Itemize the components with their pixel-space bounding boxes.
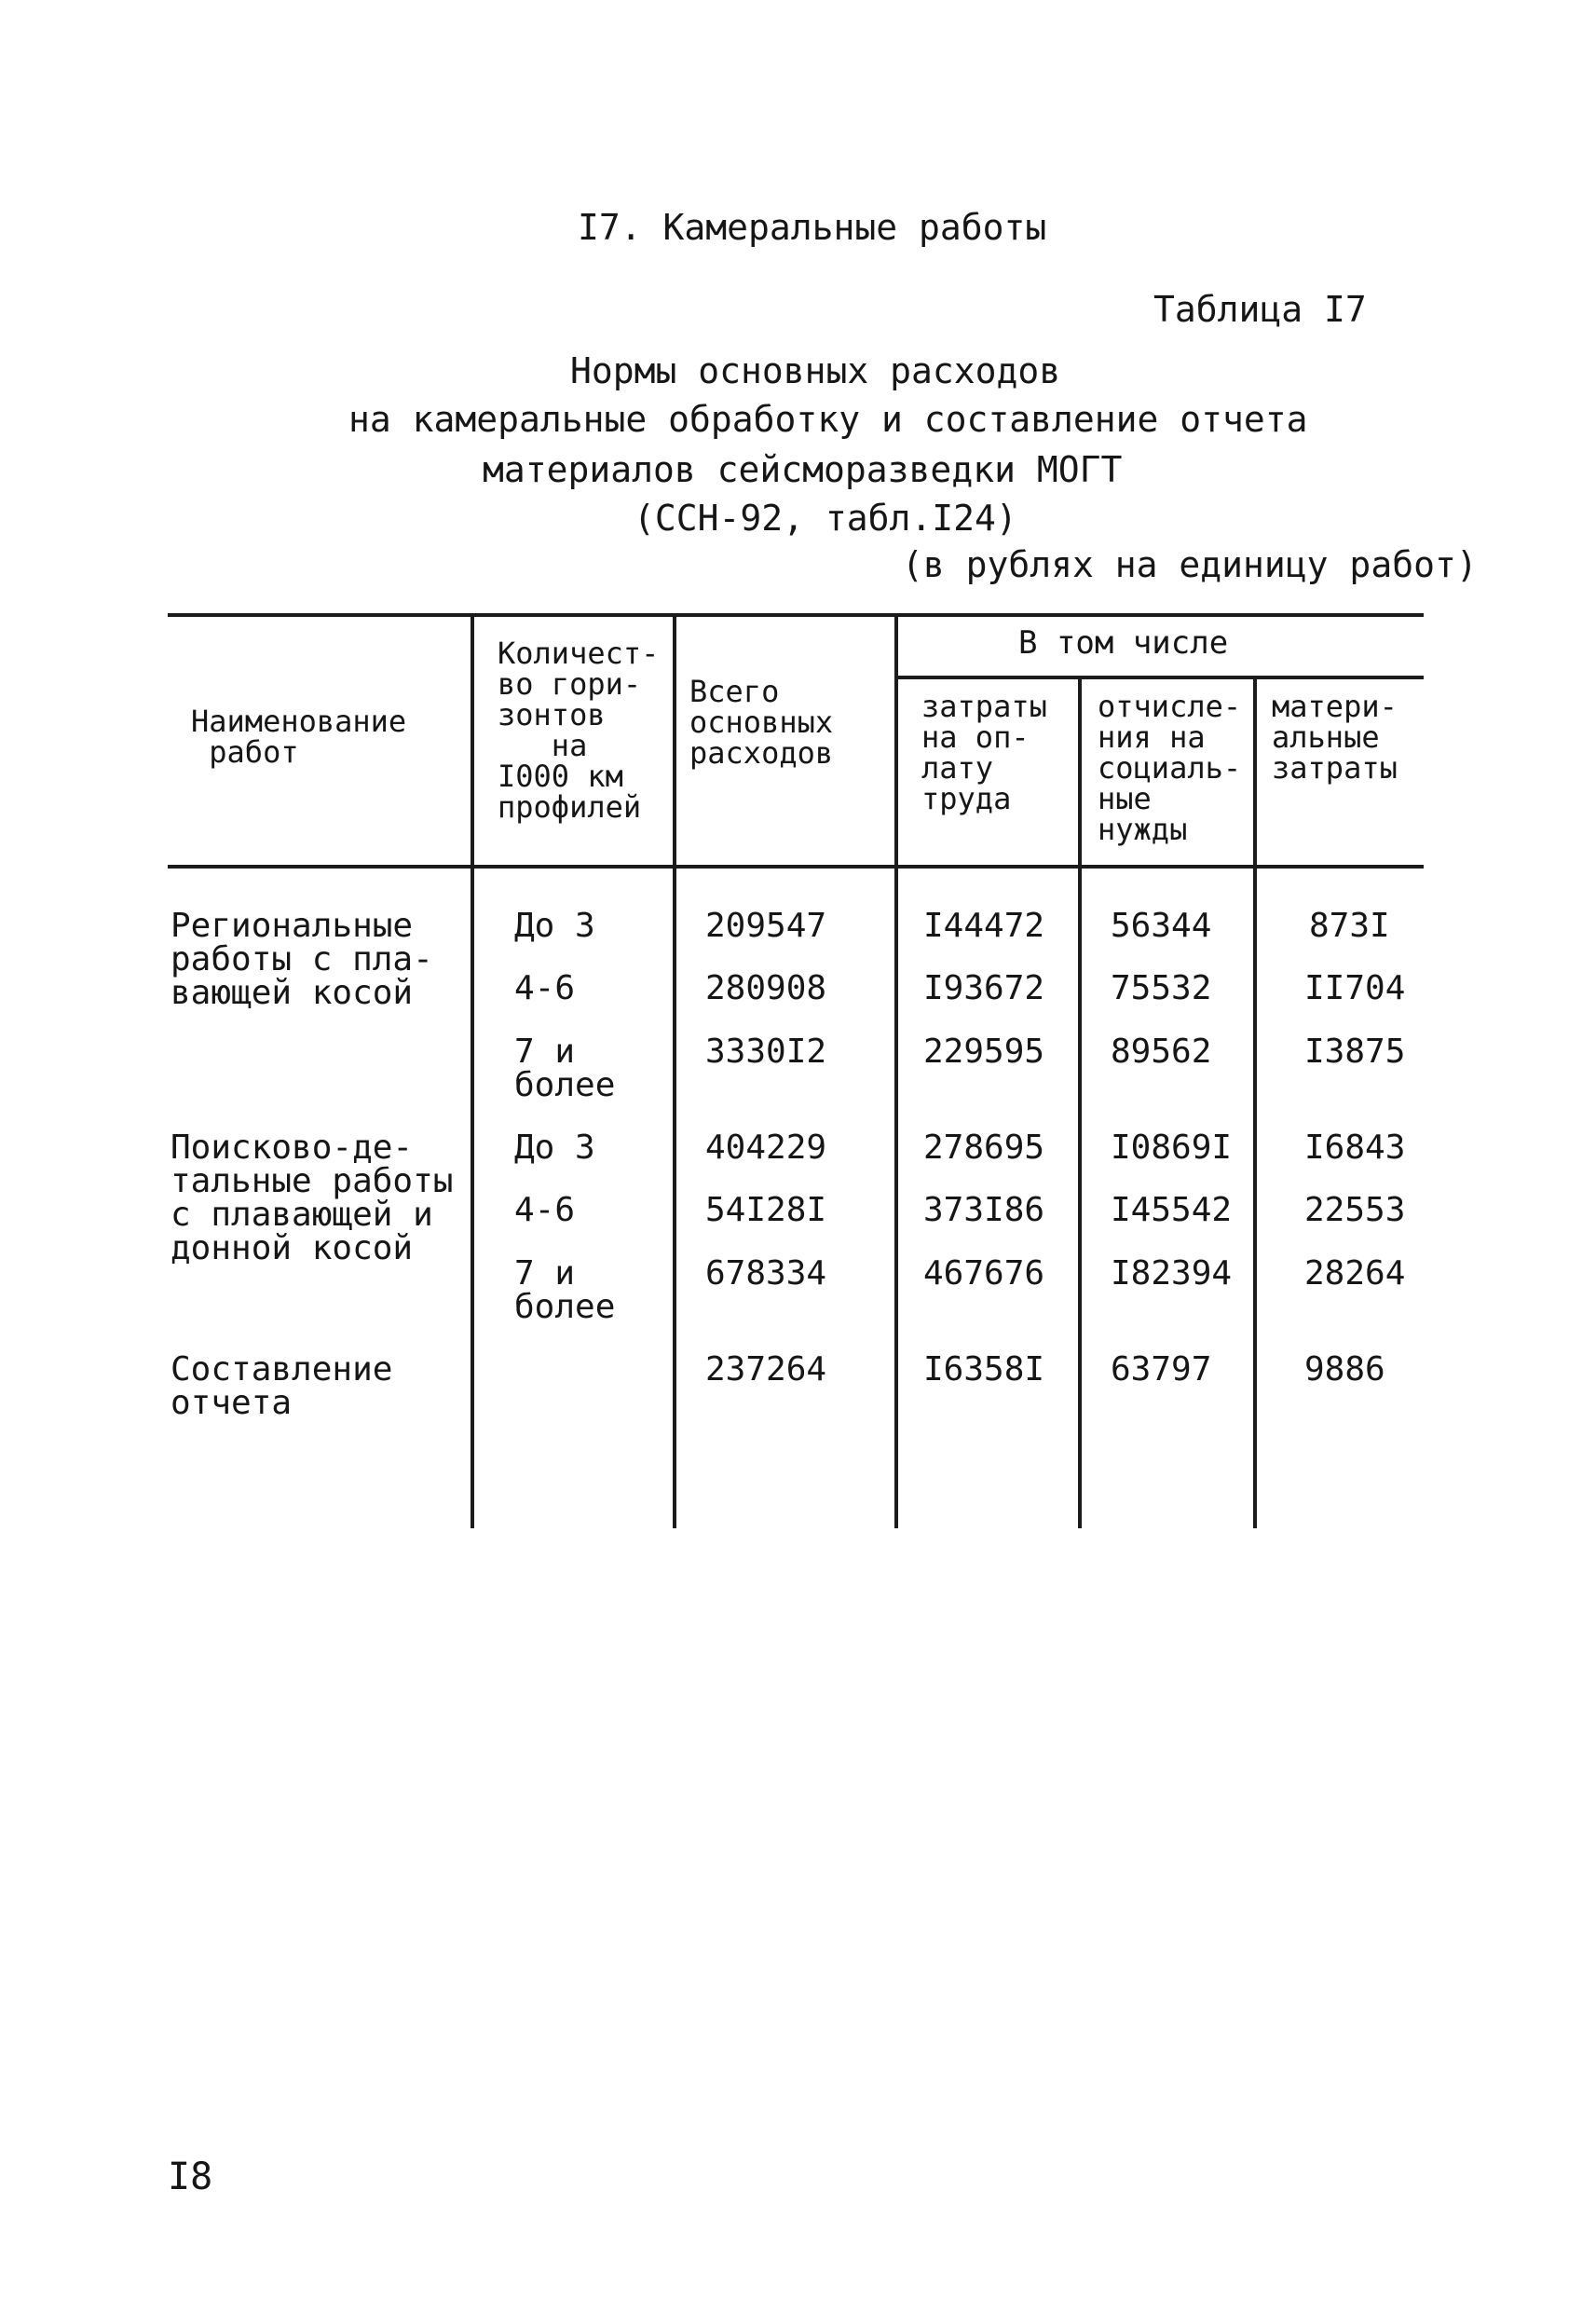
labor-cell: I6358I [923,1350,1045,1389]
total-cell: 678334 [705,1254,827,1293]
page-number: I8 [168,2155,213,2198]
column-divider-2 [673,615,676,1528]
social-cell: 63797 [1111,1350,1212,1389]
total-cell: 237264 [705,1350,827,1389]
labor-cell: I93672 [923,969,1045,1007]
materials-cell: 873I [1309,907,1390,945]
horizons-cell: 7 и более [514,1033,616,1104]
caption-line-1: Нормы основных расходов [570,350,1061,391]
section-title: I7. Камеральные работы [578,207,1047,248]
table-top-rule [168,613,1424,617]
column-divider-1 [471,615,474,1528]
horizons-cell: 4-6 [514,1191,576,1229]
header-social: отчисле- ния на социаль- ные нужды [1098,689,1242,847]
header-materials: матери- альные затраты [1272,689,1398,786]
header-labor: затраты на оп- лату труда [921,689,1047,816]
column-divider-5 [1253,677,1257,1528]
social-cell: I45542 [1111,1191,1233,1229]
row-name: Поисково-де- тальные работы с плавающей и донной косой [171,1129,454,1267]
row-name: Составление отчета [171,1350,393,1422]
materials-cell: 22553 [1304,1191,1406,1229]
row-name: Региональные работы с пла- вающей косой [171,907,433,1012]
labor-cell: I44472 [923,907,1045,945]
caption-line-3: материалов сейсморазведки МОГТ [483,449,1123,490]
total-cell: 3330I2 [705,1033,827,1071]
total-cell: 54I28I [705,1191,827,1229]
horizons-cell: 7 и более [514,1254,616,1326]
labor-cell: 373I86 [923,1191,1045,1229]
header-horizons: Количест- во гори- зонтов на I000 км профилей [498,636,660,825]
labor-cell: 229595 [923,1033,1045,1071]
header-name: Наименование работ [191,704,407,770]
caption-line-2: на камеральные обработку и составление отчета [348,399,1308,440]
column-divider-4 [1078,677,1082,1528]
social-cell: 56344 [1111,907,1212,945]
total-cell: 404229 [705,1129,827,1167]
total-cell: 280908 [705,969,827,1007]
social-cell: I0869I [1111,1129,1233,1167]
materials-cell: I3875 [1304,1033,1406,1071]
caption-line-4: (ССН-92, табл.I24) [634,498,1017,539]
social-cell: 75532 [1111,969,1212,1007]
header-total: Всего основных расходов [689,674,834,771]
table-label: Таблица I7 [1153,289,1367,330]
materials-cell: I6843 [1304,1129,1406,1167]
materials-cell: 9886 [1304,1350,1385,1389]
header-bottom-rule [168,865,1424,869]
materials-cell: 28264 [1304,1254,1406,1293]
social-cell: I82394 [1111,1254,1233,1293]
total-cell: 209547 [705,907,827,945]
column-divider-3 [894,615,898,1528]
labor-cell: 467676 [923,1254,1045,1293]
social-cell: 89562 [1111,1033,1212,1071]
header-including: В том числе [1018,624,1229,662]
labor-cell: 278695 [923,1129,1045,1167]
materials-cell: II704 [1304,969,1406,1007]
horizons-cell: До 3 [514,1129,595,1167]
units-note: (в рублях на единицу работ) [902,544,1478,585]
subheader-rule [896,676,1424,679]
horizons-cell: 4-6 [514,969,576,1007]
horizons-cell: До 3 [514,907,595,945]
